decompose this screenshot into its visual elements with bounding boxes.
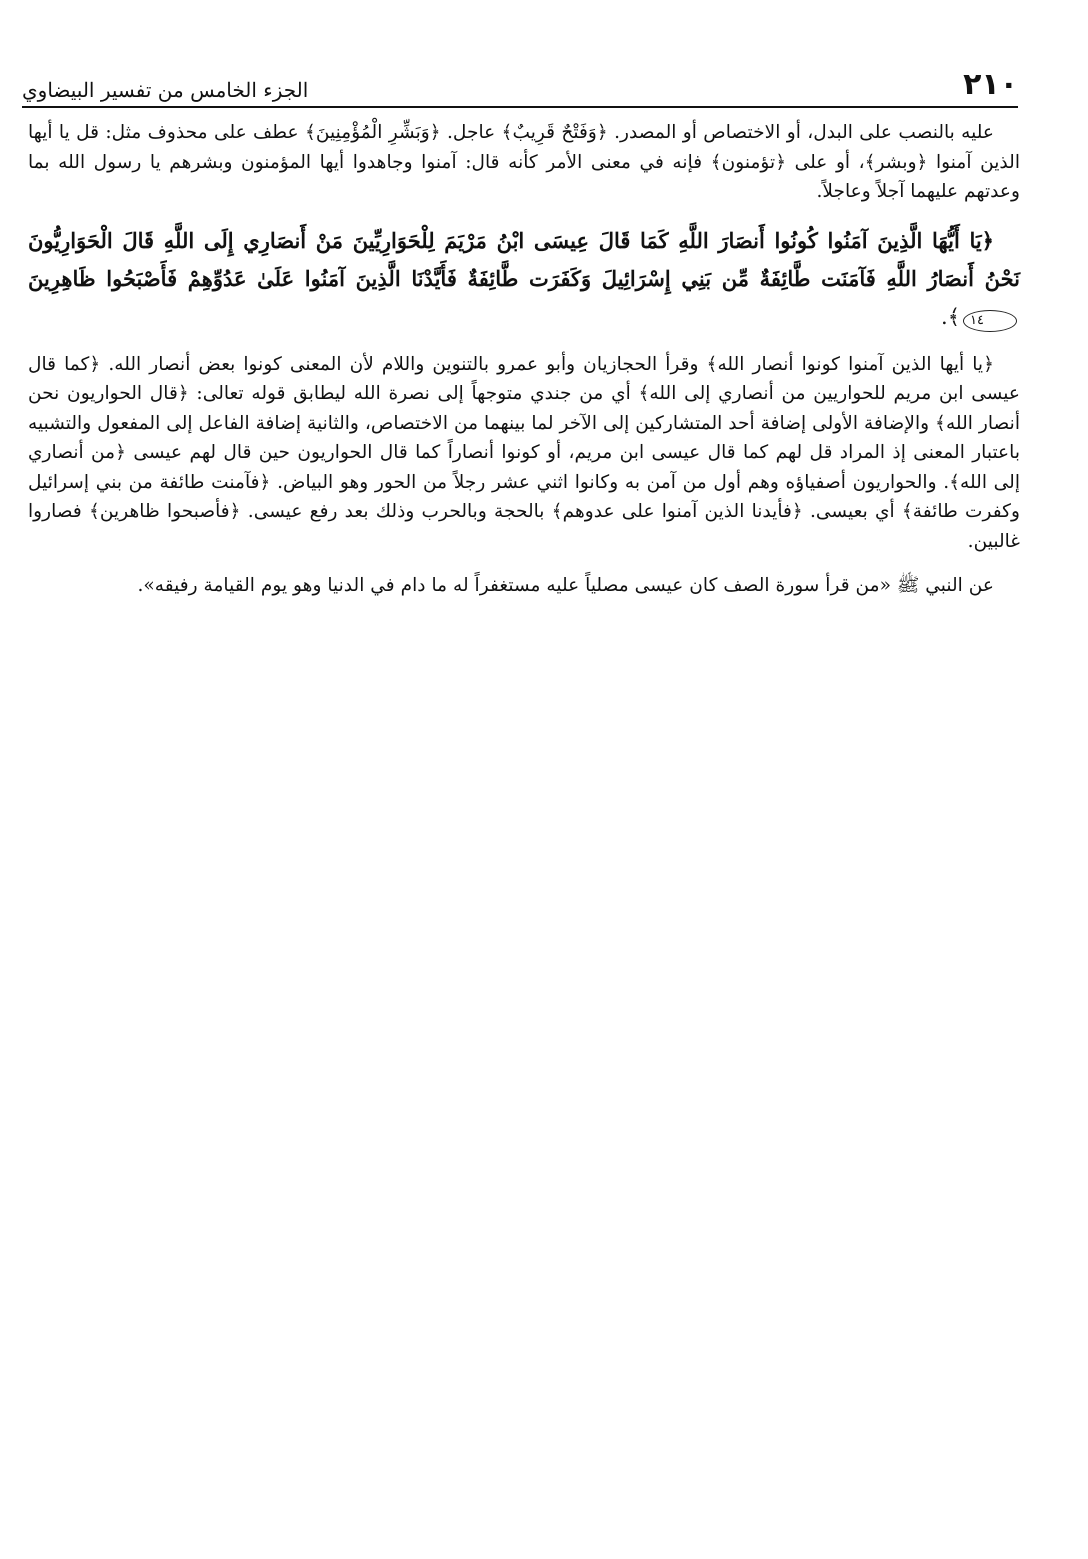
verse-closing: ﴾.: [941, 304, 961, 329]
commentary-paragraph-1: عليه بالنصب على البدل، أو الاختصاص أو المصدر. ﴿وَفَتْحٌ قَرِيبٌ﴾ عاجل. ﴿وَبَشِّرِ الْمُؤْمِنِينَ﴾ عطف على محذوف مثل: قل يا أيها الذين آمنوا ﴿وبشر﴾، أو على ﴿تؤمنون﴾ فإنه في معنى الأمر كأنه قال: آمنوا وجاهدوا أيها المؤمنون وبشرهم يا رسول الله بما وعدتهم عليهما آجلاً وعاجلاً.: [28, 122, 1020, 202]
verse-text: ﴿يَا أَيُّهَا الَّذِينَ آمَنُوا كُونُوا أَنصَارَ اللَّهِ كَمَا قَالَ عِيسَى ابْنُ مَرْيَمَ لِلْحَوَارِيِّينَ مَنْ أَنصَارِي إِلَى اللَّهِ قَالَ الْحَوَارِيُّونَ نَحْنُ أَنصَارُ اللَّهِ فَآمَنَت طَّائِفَةٌ مِّن بَنِي إِسْرَائِيلَ وَكَفَرَت طَّائِفَةٌ فَأَيَّدْنَا الَّذِينَ آمَنُوا عَلَىٰ عَدُوِّهِمْ فَأَصْبَحُوا ظَاهِرِينَ: [28, 227, 1020, 291]
page-header: [22, 58, 1018, 108]
page-body: [28, 118, 1020, 616]
hadith-paragraph: عن النبي ﷺ «من قرأ سورة الصف كان عيسى مصلياً عليه مستغفراً له ما دام في الدنيا وهو يوم القيامة رفيقه».: [137, 575, 994, 596]
ayah-number-marker: ١٤: [963, 310, 1017, 332]
running-title: الجزء الخامس من تفسير البيضاوي: [22, 78, 309, 102]
commentary-paragraph-2: ﴿يا أيها الذين آمنوا كونوا أنصار الله﴾ وقرأ الحجازيان وأبو عمرو بالتنوين واللام لأن المعنى كونوا بعض أنصار الله. ﴿كما قال عيسى ابن مريم للحواريين من أنصاري إلى الله﴾ أي من جندي متوجهاً إلى نصرة الله ليطابق قوله تعالى: ﴿قال الحواريون نحن أنصار الله﴾ والإضافة الأولى إضافة أحد المتشاركين إلى الآخر لما بينهما من الاختصاص، والثانية إضافة الفاعل إلى المفعول والتشبيه باعتبار المعنى إذ المراد قل لهم كما قال عيسى ابن مريم، أو كونوا أنصاراً كما قال الحواريون حين قال لهم عيسى ﴿من أنصاري إلى الله﴾. والحواريون أصفياؤه وهم أول من آمن به وكانوا اثني عشر رجلاً من الحور وهو البياض. ﴿فآمنت طائفة من بني إسرائيل وكفرت طائفة﴾ أي بعيسى. ﴿فأيدنا الذين آمنوا على عدوهم﴾ بالحجة وبالحرب وذلك بعد رفع عيسى. ﴿فأصبحوا ظاهرين﴾ فصاروا غالبين.: [28, 353, 1020, 552]
quran-verse: [28, 222, 1020, 336]
page-number: ٢١٠: [963, 67, 1018, 102]
